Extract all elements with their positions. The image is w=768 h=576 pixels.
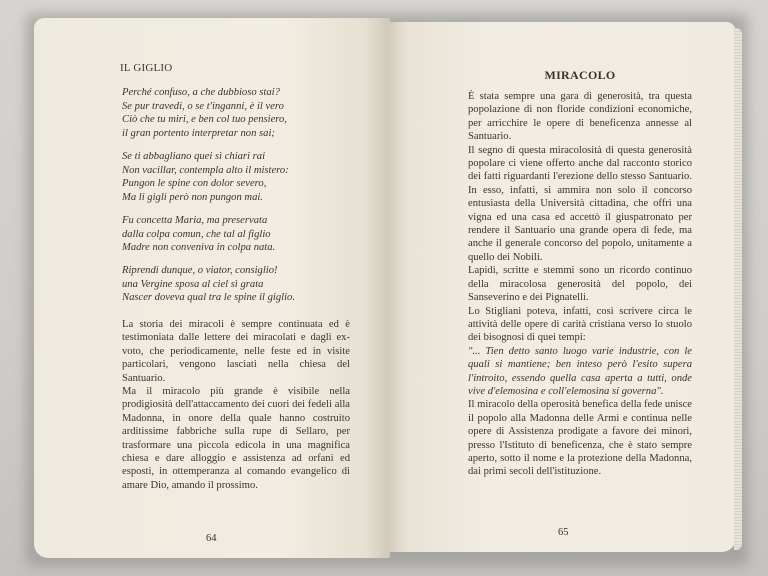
page-edge [734,28,742,550]
left-prose [122,318,350,492]
poem-line: Ma li gigli però non pungon mai. [122,191,263,203]
paragraph: La storia dei miracoli è sempre continuata ed è testimoniata dalle lettere dei miracolati e dagli ex-voto, che periodicamente, nelle feste ed in visite particolari, vengono lasciati nella chiesa del Santuario. [122,319,350,384]
right-prose [468,90,692,479]
poem-line: Nascer doveva qual tra le spine il giglio. [122,292,296,304]
poem-stanza-1 [122,86,352,140]
poem-line: Se ti abbagliano quei sì chiari rai [122,151,266,162]
paragraph: Lo Stigliani poteva, infatti, così scrivere circa le attività delle opere di carità cristiana verso lo stuolo dei bisognosi di quei tempi: [468,305,692,344]
poem-line: Non vacillar, contempla alto il mistero: [122,164,289,176]
chapter-heading: MIRACOLO [544,68,616,82]
poem-line: Se pur travedi, o se t'inganni, è il vero [122,100,284,112]
paragraph: Lapidi, scritte e stemmi sono un ricordo continuo della miracolosa generosità del popolo, dei Sanseverino e dei Pignatelli. [468,265,692,304]
poem-line: Fu concetta Maria, ma preservata [122,215,268,226]
poem-stanza-3 [122,214,352,255]
page-number-left: 64 [206,533,217,544]
poem-line: Madre non conveniva in colpa nata. [122,242,276,254]
right-page [386,22,736,552]
poem-line: una Vergine sposa al ciel sì grata [122,278,264,290]
paragraph: Ma il miracolo più grande è visibile nella prodigiosità dell'attaccamento dei cuori dei fedeli alla Madonna, in onore della quale hanno costruito arditissime fabbriche sulla rupe di Sellaro, per trasformare una piccola edicola in una magnifica chiesa e dare alloggio e assistenza ad orfani ed esposti, in ottemperanza al comando evangelico di amare Dio, amando il prossimo. [122,386,350,491]
quote-paragraph: "... Tien detto santo luogo varie industrie, con le quali si mantiene; ben inteso però l'esito supera l'introito, essendo quella casa aperta a tutti, onde vive d'elemosina e coll'elemosina si governa". [468,345,692,397]
poem-line: Ciò che tu miri, e ben col tuo pensiero, [122,114,287,126]
poem-line: Perché confuso, a che dubbioso stai? [122,87,280,98]
poem-title: IL GIGLIO [120,62,173,74]
poem-line: Pungon le spine con dolor severo, [122,178,267,190]
poem-stanza-2 [122,150,352,204]
poem-stanza-4 [122,264,352,305]
page-number-right: 65 [558,527,569,538]
paragraph: Il miracolo della operosità benefica della fede unisce il popolo alla Madonna delle Armi e continua nelle opere di Assistenza prodigate a favore dei minori, presso l'Istituto di beneficenza, che è stato sempre aperto, sotto il nome e la protezione della Madonna, dai primi secoli dell'istituzione. [468,399,692,478]
poem-line: Riprendi dunque, o viator, consiglio! [122,265,278,276]
paragraph: Il segno di questa miracolosità di questa generosità popolare ci viene offerto anche dal racconto storico dei fatti riguardanti l'erezione dello stesso Santuario. In esso, infatti, si ammira non solo il concorso entusiasta della Università cittadina, che offrì una vigna ed una casa ed accettò il giuspatronato per rendere il Santuario una grande opera di fede, ma anche il generale concorso del popolo, unitamente a quello dei Nobili. [468,144,692,263]
poem-line: il gran portento interpretar non sai; [122,127,275,139]
left-page [34,18,390,558]
poem-line: dalla colpa comun, che tal al figlio [122,228,271,240]
paragraph: È stata sempre una gara di generosità, tra questa popolazione di non floride condizioni economiche, per arricchire le opere di beneficenza annesse al Santuario. [468,91,692,143]
